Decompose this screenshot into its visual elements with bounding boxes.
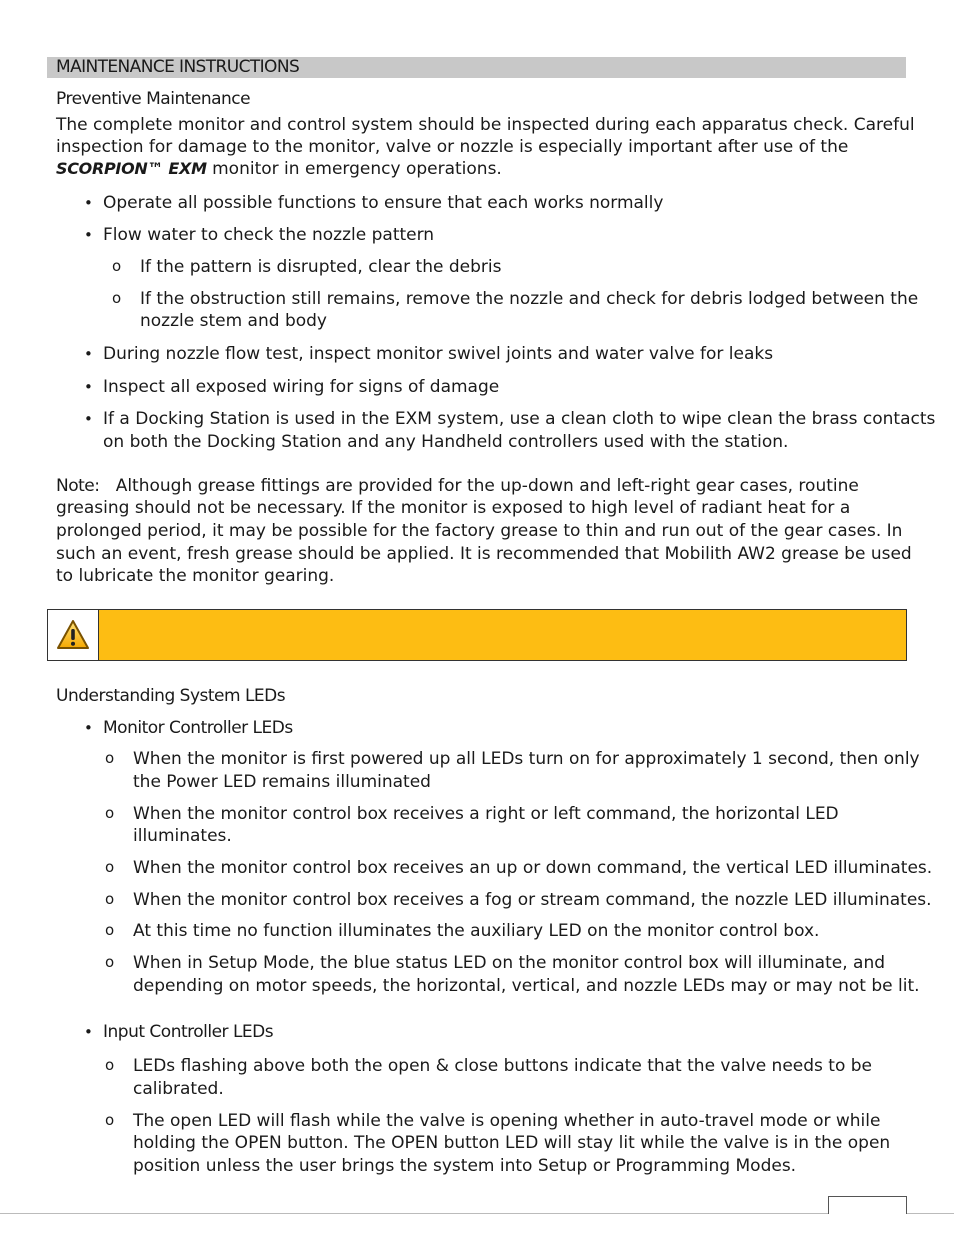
page-number-box — [828, 1196, 907, 1214]
sub-bullet-item: If the pattern is disrupted, clear the debris — [140, 257, 502, 277]
bullet-marker: • — [84, 226, 93, 244]
note-line-4: such an event, fresh grease should be applied. It is recommended that Mobilith AW2 grease be used — [56, 544, 912, 564]
monitor-led-item-cont: the Power LED remains illuminated — [133, 772, 431, 792]
warning-triangle-icon — [56, 619, 90, 651]
monitor-led-item: When the monitor control box receives a fog or stream command, the nozzle LED illuminates. — [133, 890, 932, 910]
sub-bullet-marker: o — [105, 749, 115, 767]
intro-line-3 — [56, 158, 502, 181]
sub-bullet-marker: o — [105, 953, 115, 971]
bullet-marker: • — [84, 1023, 93, 1041]
bullet-item-cont: on both the Docking Station and any Handheld controllers used with the station. — [103, 432, 789, 452]
section-title: MAINTENANCE INSTRUCTIONS — [56, 57, 300, 77]
note-text: Although grease fittings are provided for the up-down and left-right gear cases, routine — [115, 476, 859, 496]
intro-line-3-rest: monitor in emergency operations. — [206, 159, 502, 179]
note-label: Note: — [56, 476, 100, 496]
note-line-1 — [56, 475, 859, 498]
intro-line-2: inspection for damage to the monitor, valve or nozzle is especially important after use of the — [56, 137, 849, 157]
note-line-2: greasing should not be necessary. If the monitor is exposed to high level of radiant heat for a — [56, 498, 851, 518]
bullet-marker: • — [84, 345, 93, 363]
bullet-item: If a Docking Station is used in the EXM system, use a clean cloth to wipe clean the brass contacts — [103, 409, 936, 429]
bullet-marker: • — [84, 378, 93, 396]
bullet-marker: • — [84, 719, 93, 737]
input-leds-label: Input Controller LEDs — [103, 1022, 274, 1042]
bullet-marker: • — [84, 194, 93, 212]
preventive-maintenance-heading: Preventive Maintenance — [56, 89, 251, 109]
monitor-led-item-cont: illuminates. — [133, 826, 232, 846]
input-led-item: The open LED will flash while the valve is opening whether in auto-travel mode or while — [133, 1111, 881, 1131]
sub-bullet-marker: o — [105, 858, 115, 876]
monitor-leds-label: Monitor Controller LEDs — [103, 718, 293, 738]
monitor-led-item: At this time no function illuminates the auxiliary LED on the monitor control box. — [133, 921, 820, 941]
leds-heading: Understanding System LEDs — [56, 686, 286, 706]
brand-name: SCORPION™ EXM — [56, 159, 207, 178]
sub-bullet-marker: o — [105, 804, 115, 822]
sub-bullet-marker: o — [105, 890, 115, 908]
intro-line-1: The complete monitor and control system should be inspected during each apparatus check. Careful — [56, 115, 915, 135]
monitor-led-item: When the monitor is first powered up all LEDs turn on for approximately 1 second, then only — [133, 749, 920, 769]
monitor-led-item-cont: depending on motor speeds, the horizontal, vertical, and nozzle LEDs may or may not be lit. — [133, 976, 920, 996]
note-line-3: prolonged period, it may be possible for the factory grease to thin and run out of the gear cases. In — [56, 521, 903, 541]
bullet-marker: • — [84, 410, 93, 428]
bullet-item: Operate all possible functions to ensure that each works normally — [103, 193, 664, 213]
warning-banner-fill — [99, 610, 906, 660]
sub-bullet-marker: o — [105, 921, 115, 939]
sub-bullet-marker: o — [105, 1111, 115, 1129]
note-line-5: to lubricate the monitor gearing. — [56, 566, 335, 586]
bullet-item: Inspect all exposed wiring for signs of damage — [103, 377, 500, 397]
input-led-item-cont: holding the OPEN button. The OPEN button LED will stay lit while the valve is in the open — [133, 1133, 891, 1153]
footer-rule — [0, 1213, 954, 1214]
input-led-item-cont: position unless the user brings the system into Setup or Programming Modes. — [133, 1156, 797, 1176]
warning-divider — [98, 609, 99, 660]
monitor-led-item: When in Setup Mode, the blue status LED on the monitor control box will illuminate, and — [133, 953, 886, 973]
sub-bullet-item: If the obstruction still remains, remove the nozzle and check for debris lodged between the — [140, 289, 919, 309]
input-led-item: LEDs flashing above both the open & close buttons indicate that the valve needs to be — [133, 1056, 873, 1076]
sub-bullet-marker: o — [105, 1056, 115, 1074]
sub-bullet-marker: o — [112, 257, 122, 275]
bullet-item: During nozzle flow test, inspect monitor swivel joints and water valve for leaks — [103, 344, 774, 364]
bullet-item: Flow water to check the nozzle pattern — [103, 225, 435, 245]
input-led-item-cont: calibrated. — [133, 1079, 224, 1099]
sub-bullet-item-cont: nozzle stem and body — [140, 311, 327, 331]
monitor-led-item: When the monitor control box receives an up or down command, the vertical LED illuminates. — [133, 858, 933, 878]
sub-bullet-marker: o — [112, 289, 122, 307]
monitor-led-item: When the monitor control box receives a right or left command, the horizontal LED — [133, 804, 839, 824]
